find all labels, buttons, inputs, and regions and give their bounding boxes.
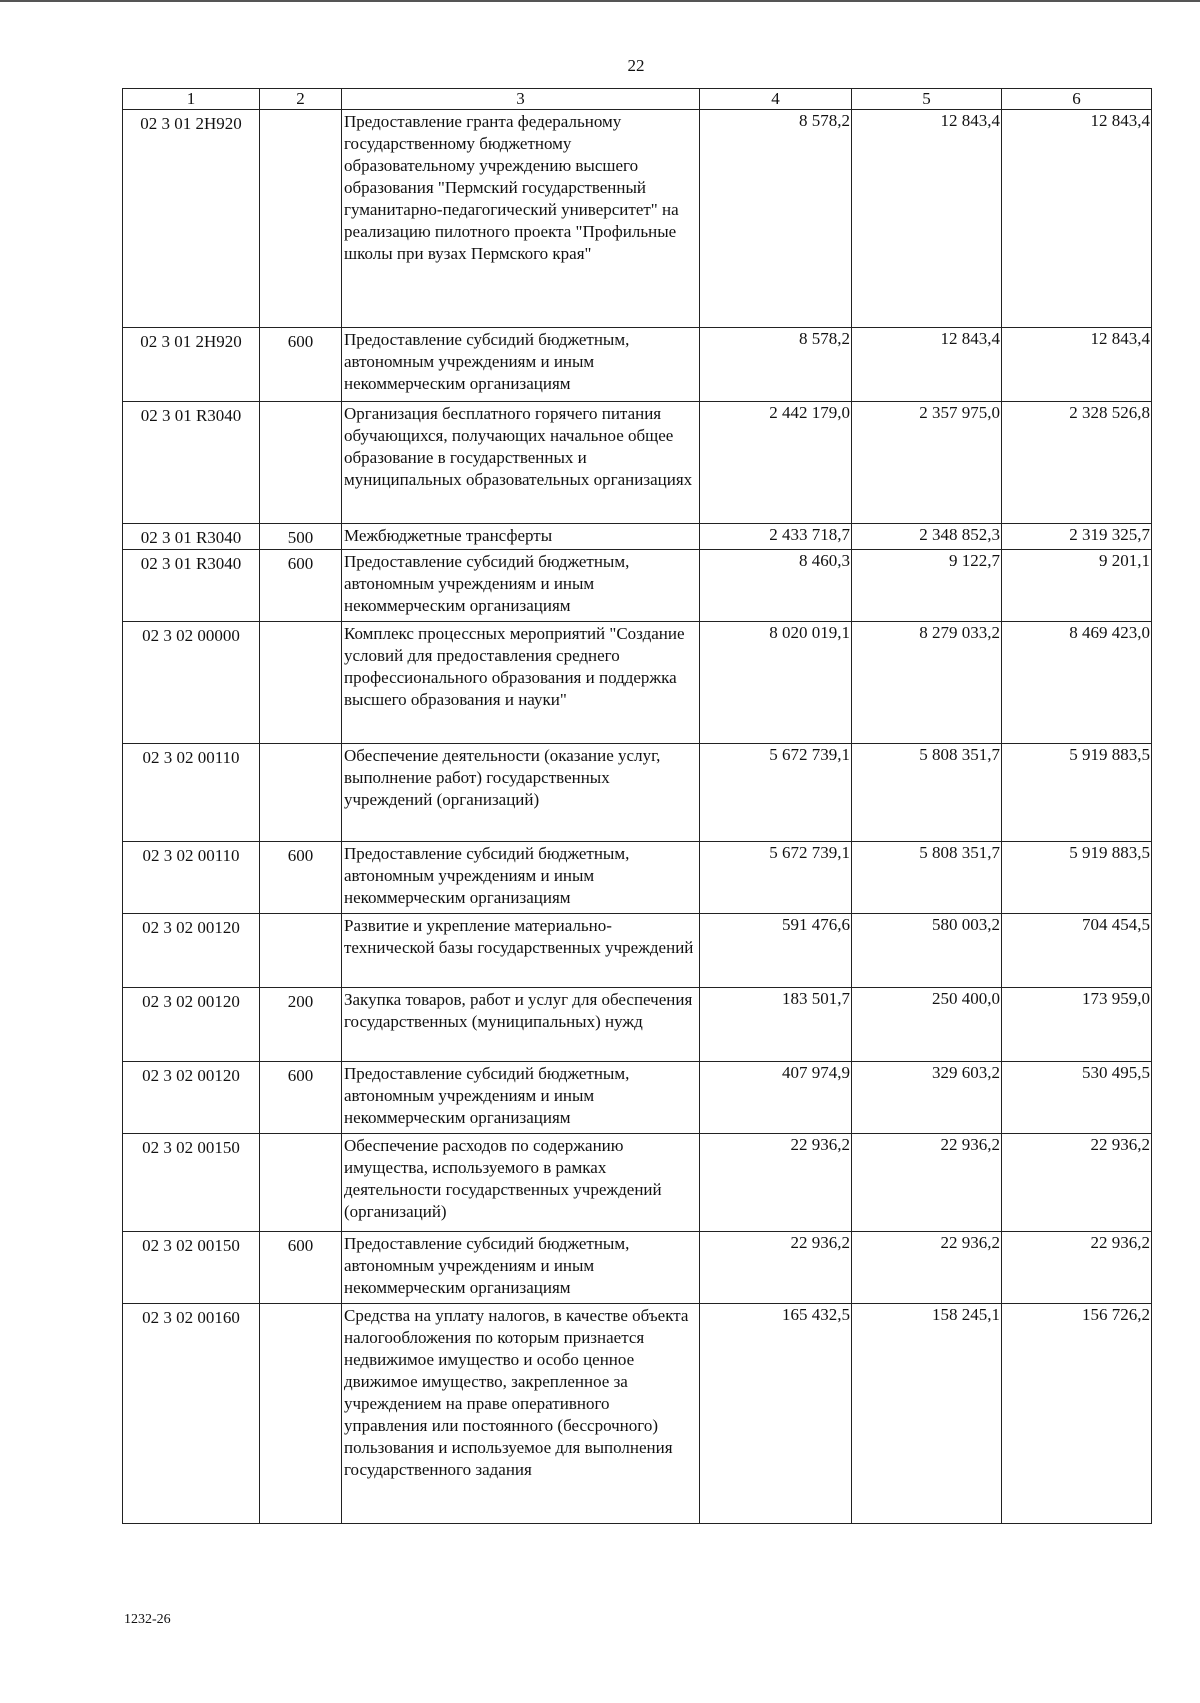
row-name: Обеспечение деятельности (оказание услуг, выполнение работ) государственных учреждений (организаций) [342,744,700,842]
row-code: 02 3 02 00160 [123,1304,260,1524]
row-value-year1: 5 672 739,1 [700,842,852,914]
row-name: Развитие и укрепление материально-технической базы государственных учреждений [342,914,700,988]
row-name: Предоставление субсидий бюджетным, автономным учреждениям и иным некоммерческим организациям [342,550,700,622]
row-value-year2: 580 003,2 [852,914,1002,988]
row-value-year1: 8 460,3 [700,550,852,622]
row-code: 02 3 02 00150 [123,1134,260,1232]
row-value-year3: 22 936,2 [1002,1232,1152,1304]
row-value-year2: 5 808 351,7 [852,842,1002,914]
row-code: 02 3 01 2Н920 [123,328,260,402]
row-name: Предоставление гранта федеральному государственному бюджетному образовательному учреждению высшего образования "Пермский государственный гуманитарно-педагогический университет" на реализацию пилотного проекта "Профильные школы при вузах Пермского края" [342,110,700,328]
row-code: 02 3 02 00110 [123,744,260,842]
row-name: Предоставление субсидий бюджетным, автономным учреждениям и иным некоммерческим организациям [342,328,700,402]
row-expense-type: 600 [260,328,342,402]
row-value-year2: 329 603,2 [852,1062,1002,1134]
row-value-year2: 12 843,4 [852,110,1002,328]
row-name: Предоставление субсидий бюджетным, автономным учреждениям и иным некоммерческим организациям [342,1062,700,1134]
row-value-year3: 704 454,5 [1002,914,1152,988]
row-expense-type [260,1134,342,1232]
row-value-year1: 8 578,2 [700,110,852,328]
row-expense-type [260,622,342,744]
row-value-year1: 5 672 739,1 [700,744,852,842]
column-header: 4 [700,89,852,110]
document-code: 1232-26 [124,1612,171,1627]
column-header: 6 [1002,89,1152,110]
row-value-year3: 5 919 883,5 [1002,842,1152,914]
row-value-year2: 8 279 033,2 [852,622,1002,744]
row-code: 02 3 02 00000 [123,622,260,744]
row-value-year1: 8 020 019,1 [700,622,852,744]
column-header: 5 [852,89,1002,110]
row-value-year1: 165 432,5 [700,1304,852,1524]
row-name: Комплекс процессных мероприятий "Создание условий для предоставления среднего профессионального образования и поддержка высшего образования и науки" [342,622,700,744]
scan-top-edge [0,0,1200,2]
table-row [123,914,1152,988]
row-value-year3: 8 469 423,0 [1002,622,1152,744]
row-expense-type [260,914,342,988]
row-value-year1: 22 936,2 [700,1134,852,1232]
row-name: Организация бесплатного горячего питания обучающихся, получающих начальное общее образование в государственных и муниципальных образовательных организациях [342,402,700,524]
budget-table [122,88,1152,1524]
row-expense-type [260,402,342,524]
table-row [123,842,1152,914]
row-value-year3: 12 843,4 [1002,328,1152,402]
table-row [123,744,1152,842]
row-code: 02 3 01 R3040 [123,550,260,622]
row-code: 02 3 02 00120 [123,914,260,988]
table-row [123,988,1152,1062]
row-value-year1: 2 442 179,0 [700,402,852,524]
row-value-year3: 22 936,2 [1002,1134,1152,1232]
table-header-row [123,89,1152,110]
row-expense-type: 600 [260,842,342,914]
row-value-year3: 12 843,4 [1002,110,1152,328]
row-code: 02 3 02 00120 [123,988,260,1062]
row-code: 02 3 01 R3040 [123,402,260,524]
row-value-year3: 156 726,2 [1002,1304,1152,1524]
row-code: 02 3 02 00110 [123,842,260,914]
row-expense-type: 600 [260,1062,342,1134]
row-expense-type [260,110,342,328]
table-row [123,1062,1152,1134]
table-row [123,402,1152,524]
table-row [123,110,1152,328]
row-expense-type [260,744,342,842]
row-value-year2: 5 808 351,7 [852,744,1002,842]
row-expense-type: 600 [260,1232,342,1304]
table-row [123,328,1152,402]
row-value-year1: 8 578,2 [700,328,852,402]
row-value-year2: 2 348 852,3 [852,524,1002,550]
row-value-year2: 9 122,7 [852,550,1002,622]
row-code: 02 3 01 2Н920 [123,110,260,328]
row-name: Предоставление субсидий бюджетным, автономным учреждениям и иным некоммерческим организациям [342,842,700,914]
row-expense-type: 600 [260,550,342,622]
table-row [123,1134,1152,1232]
column-header: 3 [342,89,700,110]
column-header: 1 [123,89,260,110]
row-value-year2: 2 357 975,0 [852,402,1002,524]
row-value-year3: 2 319 325,7 [1002,524,1152,550]
row-value-year3: 5 919 883,5 [1002,744,1152,842]
row-name: Закупка товаров, работ и услуг для обеспечения государственных (муниципальных) нужд [342,988,700,1062]
row-value-year3: 530 495,5 [1002,1062,1152,1134]
table-row [123,622,1152,744]
row-value-year2: 22 936,2 [852,1134,1002,1232]
row-value-year3: 173 959,0 [1002,988,1152,1062]
row-value-year2: 12 843,4 [852,328,1002,402]
row-name: Межбюджетные трансферты [342,524,700,550]
table-row [123,524,1152,550]
row-expense-type: 200 [260,988,342,1062]
row-code: 02 3 01 R3040 [123,524,260,550]
row-expense-type [260,1304,342,1524]
row-value-year1: 407 974,9 [700,1062,852,1134]
row-value-year2: 22 936,2 [852,1232,1002,1304]
table-row [123,1304,1152,1524]
row-name: Предоставление субсидий бюджетным, автономным учреждениям и иным некоммерческим организациям [342,1232,700,1304]
page-number: 22 [627,56,645,75]
row-expense-type: 500 [260,524,342,550]
row-code: 02 3 02 00120 [123,1062,260,1134]
row-value-year2: 250 400,0 [852,988,1002,1062]
row-value-year3: 9 201,1 [1002,550,1152,622]
row-value-year1: 22 936,2 [700,1232,852,1304]
row-value-year1: 2 433 718,7 [700,524,852,550]
table-row [123,550,1152,622]
row-name: Средства на уплату налогов, в качестве объекта налогообложения по которым признается недвижимое имущество и особо ценное движимое имущество, закрепленное за учреждением на праве оперативного управления или постоянного (бессрочного) пользования и используемое для выполнения государственного задания [342,1304,700,1524]
column-header: 2 [260,89,342,110]
row-value-year3: 2 328 526,8 [1002,402,1152,524]
table-row [123,1232,1152,1304]
row-value-year1: 183 501,7 [700,988,852,1062]
row-value-year2: 158 245,1 [852,1304,1002,1524]
row-code: 02 3 02 00150 [123,1232,260,1304]
row-value-year1: 591 476,6 [700,914,852,988]
row-name: Обеспечение расходов по содержанию имущества, используемого в рамках деятельности государственных учреждений (организаций) [342,1134,700,1232]
